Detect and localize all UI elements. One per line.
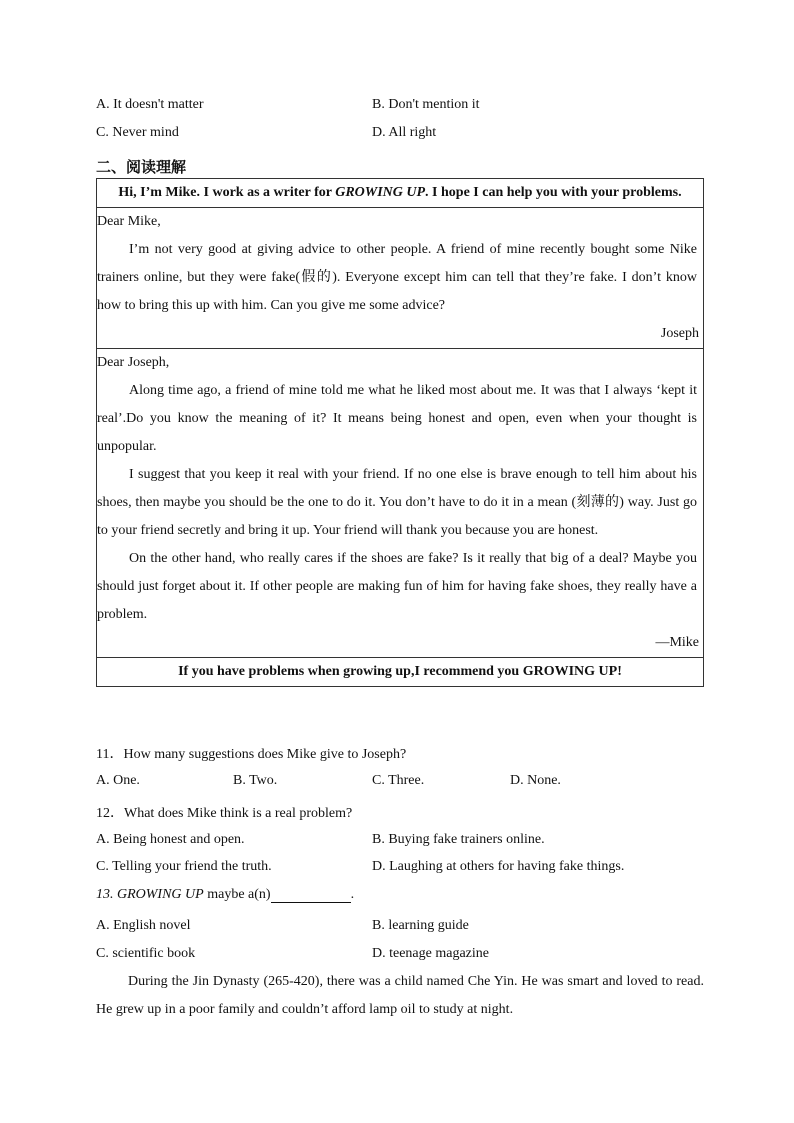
question-11-options [96,773,706,795]
q11-option-b: B. Two. [233,773,278,788]
q12-option-c: C. Telling your friend the truth. [96,859,272,874]
letter-from-mike [97,349,703,658]
q12-options-row-2 [96,859,706,881]
question-12: 12．What does Mike think is a real problem? [96,806,353,821]
letter2-paragraph-3: On the other hand, who really cares if the shoes are fake? Is it really that big of a deal? Maybe you should just forget about it. If other people are making fun of him for having fake shoes, they really have a problem. [97,551,697,622]
section-title: 二、阅读理解 [96,158,187,176]
prev-options-row-1 [96,97,706,119]
q13-option-b: B. learning guide [372,918,469,933]
q12-option-d: D. Laughing at others for having fake things. [372,859,625,874]
table-header: Hi, I’m Mike. I work as a writer for GROWING UP. I hope I can help you with your problems. [97,179,703,208]
letter2-paragraph-2: I suggest that you keep it real with your friend. If no one else is brave enough to tell him about his shoes, then maybe you should be the one to do it. You don’t have to do it in a mean (刻薄的) way. Just go to your friend secretly and bring it up. Your friend will thank you because you are honest. [97,467,697,538]
question-11: 11．How many suggestions does Mike give to Joseph? [96,747,407,762]
magazine-name: GROWING UP [335,185,426,200]
q12-option-b: B. Buying fake trainers online. [372,832,545,847]
prev-options-row-2 [96,125,706,147]
q13-option-c: C. scientific book [96,946,196,961]
answer-blank[interactable] [271,888,351,903]
q13-option-a: A. English novel [96,918,191,933]
letter1-body: I’m not very good at giving advice to other people. A friend of mine recently bought some Nike trainers online, but they were fake(假的). Everyone except him can tell that they’re fake. I don’t know how to bring this up with him. Can you give me some advice? [97,242,697,313]
letter1-greeting: Dear Mike, [97,214,161,229]
option-d: D. All right [372,125,437,140]
q12-options-row-1 [96,832,706,854]
option-b: B. Don't mention it [372,97,480,112]
option-a: A. It doesn't matter [96,97,204,112]
reading-passage: During the Jin Dynasty (265-420), there was a child named Che Yin. He was smart and loved to read. He grew up in a poor family and couldn’t afford lamp oil to study at night. [96,974,704,1017]
letter2-greeting: Dear Joseph, [97,355,170,370]
question-13: 13. GROWING UP maybe a(n) . [96,887,355,902]
q11-option-a: A. One. [96,773,140,788]
q12-option-a: A. Being honest and open. [96,832,245,847]
q13-text: maybe a(n) [207,887,271,902]
option-c: C. Never mind [96,125,179,140]
q11-option-d: D. None. [510,773,561,788]
q13-number: 13. [96,887,114,902]
letter-table [96,178,704,687]
q13-magazine-name: GROWING UP [117,887,204,902]
q11-option-c: C. Three. [372,773,425,788]
letter2-paragraph-1: Along time ago, a friend of mine told me what he liked most about me. It was that I always ‘kept it real’.Do you know the meaning of it? It means being honest and open, even when your thought is unpopular. [97,383,697,454]
q13-options-row-2 [96,946,706,968]
letter2-signature: —Mike [655,635,699,650]
q13-options-row-1 [96,918,706,940]
letter-from-joseph [97,208,703,349]
q13-option-d: D. teenage magazine [372,946,489,961]
table-footer: If you have problems when growing up,I recommend you GROWING UP! [178,664,622,679]
letter1-signature: Joseph [660,326,699,341]
